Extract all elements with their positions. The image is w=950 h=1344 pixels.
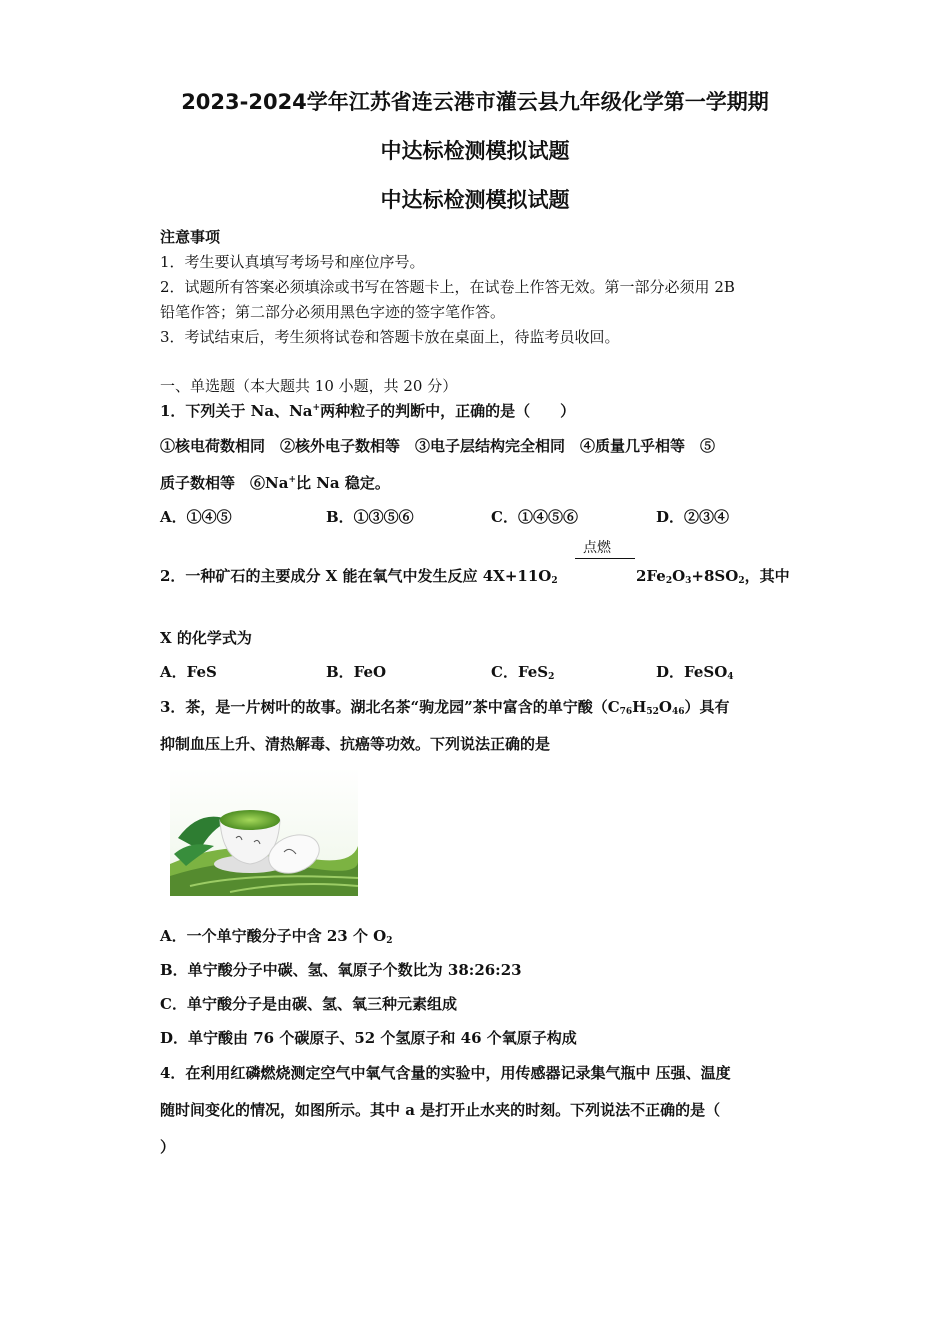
question-3-stem-cont: 抑制血压上升、清热解毒、抗癌等功效。下列说法正确的是 <box>160 735 551 753</box>
question-3-stem: 3．茶，是一片树叶的故事。湖北名茶“驹龙园”茶中富含的单宁酸$(C_{76}H_{52}O_{46})$具有 <box>160 698 730 717</box>
question-2-option-c: C．FeS$_2$ <box>491 663 555 682</box>
tea-cup-image <box>170 768 358 896</box>
question-2-option-a: A．FeS <box>160 663 217 681</box>
question-2-stem: 2．一种矿石的主要成分 X 能在氧气中发生反应 $4X+11O_2$ <box>160 567 558 586</box>
reaction-condition-label: 点燃 <box>583 540 611 556</box>
notice-item-1: 1．考生要认真填写考场号和座位序号。 <box>160 253 425 271</box>
question-1-option-c: C．①④⑤⑥ <box>491 508 578 526</box>
question-4-stem-cont: 随时间变化的情况，如图所示。其中 a 是打开止水夹的时刻。下列说法不正确的是（ <box>160 1101 721 1119</box>
reaction-arrow-line <box>575 558 635 559</box>
section-heading: 一、单选题（本大题共 10 小题，共 20 分） <box>160 377 458 395</box>
question-3-option-a: A．一个单宁酸分子中含 23 个 $O_2$ <box>160 927 393 946</box>
question-1-option-b: B．①③⑤⑥ <box>326 508 414 526</box>
page-subtitle: 中达标检测模拟试题 <box>380 139 570 163</box>
question-1-option-a: A．①④⑤ <box>160 508 232 526</box>
question-2-products: $2Fe_2O_3+8SO_2$，其中 <box>636 567 790 586</box>
page-title: 2023-2024学年江苏省连云港市灌云县九年级化学第一学期期 <box>181 90 769 114</box>
question-4-stem: 4．在利用红磷燃烧测定空气中氧气含量的实验中，用传感器记录集气瓶中 压强、温度 <box>160 1064 731 1082</box>
question-1-option-d: D．②③④ <box>656 508 730 526</box>
question-3-option-b: B．单宁酸分子中碳、氢、氧原子个数比为 38:26:23 <box>160 961 522 979</box>
notice-item-3: 3．考试结束后，考生须将试卷和答题卡放在桌面上，待监考员收回。 <box>160 328 620 346</box>
notice-item-2-cont: 铅笔作答；第二部分必须用黑色字迹的签字笔作答。 <box>160 303 506 321</box>
question-1-stem: 1．下列关于 Na、Na+两种粒子的判断中，正确的是（ ） <box>160 402 576 420</box>
question-1-statements: ①核电荷数相同 ②核外电子数相等 ③电子层结构完全相同 ④质量几乎相等 ⑤ <box>160 437 716 455</box>
question-3-option-d: D．单宁酸由 76 个碳原子、52 个氢原子和 46 个氧原子构成 <box>160 1029 577 1047</box>
reaction-condition <box>575 537 635 567</box>
question-1-statements-cont: 质子数相等 ⑥Na+比 Na 稳定。 <box>160 474 390 492</box>
page-subtitle-repeat: 中达标检测模拟试题 <box>380 188 570 212</box>
question-2-option-b: B．FeO <box>326 663 387 681</box>
question-2-stem-cont: X 的化学式为 <box>160 629 252 647</box>
question-4-stem-end: ） <box>160 1138 176 1156</box>
question-2-option-d: D．FeSO$_4$ <box>656 663 734 682</box>
notice-heading: 注意事项 <box>160 228 221 246</box>
notice-item-2: 2．试题所有答案必须填涂或书写在答题卡上，在试卷上作答无效。第一部分必须用 2B <box>160 278 735 296</box>
question-3-option-c: C．单宁酸分子是由碳、氢、氧三种元素组成 <box>160 995 457 1013</box>
